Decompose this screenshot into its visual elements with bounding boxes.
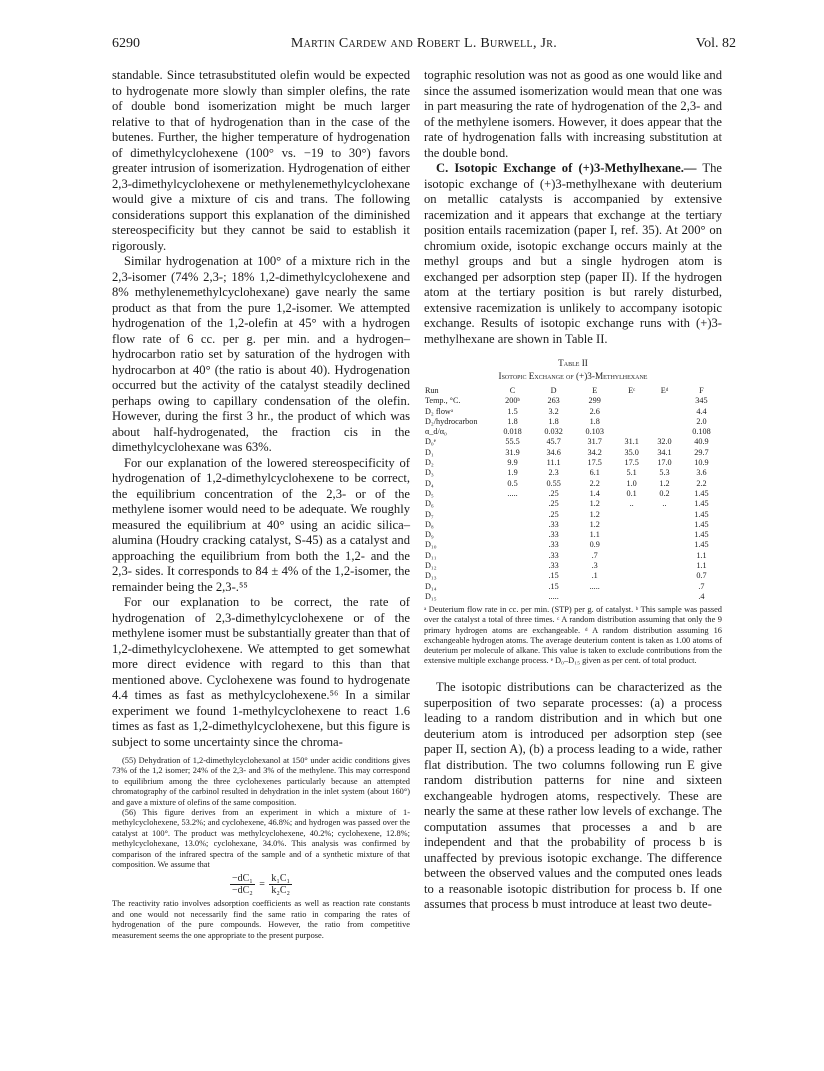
table-cell xyxy=(648,540,681,550)
table-cell: 345 xyxy=(695,396,708,406)
table-row xyxy=(424,499,722,509)
table-cell: .33 xyxy=(548,561,559,571)
paragraph: Similar hydrogenation at 100° of a mixture rich in the 2,3-isomer (74% 2,3-; 18% 1,2-dimethylcyclohexene and 8% methylenemethylcyclohexane) gave nearly the same product as that from the pure 1,2-isomer. We attempted hydrogenation of the 1,2-olefin at 45° with a hydrogen flow rate of 6 cc. per g. per min. and a hydrogen–hydrocarbon ratio set by saturation of the hydrogen with hydrocarbon at 40° (the ratio is about 40). Hydrogenation occurred but the activity of the catalyst steadily declined perhaps owing to capillary condensation of the olefin. However, during the first 3 hr., the product of which was about half-hydrogenated, the fraction cis in the dimethylcyclohexane was 63%. xyxy=(112,254,410,454)
table-footnotes: ᵃ Deuterium flow rate in cc. per min. (STP) per g. of catalyst. ᵇ This sample was passed over the catalyst a total of three times. ᶜ A random distribution assuming that only the 9 primary hydrogen atoms are exchangeable. ᵈ A random distribution assuming 16 exchangeable hydrogen atoms. The average deuterium content is taken as 1.00 atoms of deuterium per molecule of alkane. This value is taken to exclude contributions from the extensive multiple exchange process. ᵉ D₀–D₁₅ given as per cent. of total product. xyxy=(424,605,722,666)
row-label: D₁₄ xyxy=(425,581,437,591)
table-cell: .25 xyxy=(548,499,559,509)
table-cell xyxy=(615,592,648,602)
table-cell: .3 xyxy=(591,561,598,571)
table-cell: 0.032 xyxy=(544,427,563,437)
table-row xyxy=(424,417,722,427)
table-cell: 1.45 xyxy=(694,540,709,550)
footnote-56-continued: The reactivity ratio involves adsorption coefficients as well as reaction rate constants and one would not necessarily find the same ratio in comparing the rates of hydrogenation of the pure compounds. However, the ratio from competitive measurement seems the one appropriate to the present purpose. xyxy=(112,899,410,940)
table-row xyxy=(424,437,722,447)
table-cell: 6.1 xyxy=(589,468,600,478)
row-label: D₁₂ xyxy=(425,561,437,571)
table-cell xyxy=(648,427,681,437)
table-row xyxy=(424,468,722,478)
table-cell: 40.9 xyxy=(694,437,709,447)
table-cell: 1.4 xyxy=(589,488,600,498)
table-cell: 1.1 xyxy=(589,530,600,540)
row-label: D₀ᵉ xyxy=(425,437,436,447)
table-cell: 1.8 xyxy=(507,416,518,426)
table-cell: .. xyxy=(662,499,667,509)
row-label: D₉ xyxy=(425,530,434,540)
table-cell xyxy=(648,407,681,417)
table-header-cell: E xyxy=(592,386,598,395)
table-cell: 17.0 xyxy=(657,458,672,468)
table-cell: 2.2 xyxy=(696,478,707,488)
table-cell: 31.1 xyxy=(624,437,639,447)
table-cell: .33 xyxy=(548,530,559,540)
table-cell: 1.1 xyxy=(696,550,707,560)
table-cell: 2.3 xyxy=(548,468,559,478)
table-cell: 9.9 xyxy=(507,458,518,468)
left-column xyxy=(112,68,410,941)
table-cell: ..... xyxy=(548,591,559,601)
page-header xyxy=(112,36,736,58)
table-cell xyxy=(492,571,533,581)
table-cell: 4.4 xyxy=(696,406,707,416)
table-cell: ..... xyxy=(589,581,600,591)
table-row xyxy=(424,582,722,592)
table-row xyxy=(424,571,722,581)
row-label: D₁ xyxy=(425,447,434,457)
table-cell: 35.0 xyxy=(624,447,639,457)
equation-lhs: $\frac{\text{−dC₁}}{\text{−dC₂}}$ xyxy=(231,873,253,897)
table-header-cell: C xyxy=(509,386,516,395)
table-caption xyxy=(424,357,722,383)
row-label: D₁₁ xyxy=(425,550,437,560)
table-cell xyxy=(615,427,648,437)
table-cell: 1.45 xyxy=(694,488,709,498)
table-cell: 0.2 xyxy=(659,488,670,498)
table-cell xyxy=(492,499,533,509)
isotopic-exchange-table xyxy=(424,386,722,602)
table-cell: 5.1 xyxy=(626,468,637,478)
table-cell: 1.1 xyxy=(696,561,707,571)
table-row xyxy=(424,520,722,530)
table-cell: 2.0 xyxy=(696,416,707,426)
table-cell xyxy=(648,571,681,581)
table-cell: 1.0 xyxy=(626,478,637,488)
table-cell xyxy=(648,530,681,540)
table-cell: .1 xyxy=(591,571,598,581)
table-row xyxy=(424,479,722,489)
table-cell xyxy=(615,520,648,530)
row-label: D₄ xyxy=(425,478,434,488)
table-cell xyxy=(648,592,681,602)
table-row xyxy=(424,448,722,458)
row-label: Temp., °C. xyxy=(425,396,461,406)
table-cell: .33 xyxy=(548,540,559,550)
table-cell: .15 xyxy=(548,571,559,581)
table-row xyxy=(424,551,722,561)
table-cell: 34.6 xyxy=(546,447,561,457)
table-row xyxy=(424,592,722,602)
equation-rhs: $\frac{\text{k₁C₁}}{\text{k₂C₂}}$ xyxy=(271,873,291,897)
running-title: Martin Cardew and Robert L. Burwell, Jr. xyxy=(290,36,558,51)
table-cell: .15 xyxy=(548,581,559,591)
table-row xyxy=(424,510,722,520)
table-cell: 2.2 xyxy=(589,478,600,488)
table-cell: 3.2 xyxy=(548,406,559,416)
row-label: D₂ xyxy=(425,458,434,468)
table-cell: .33 xyxy=(548,550,559,560)
table-cell: 0.7 xyxy=(696,571,707,581)
table-cell: 263 xyxy=(547,396,560,406)
table-cell: 1.2 xyxy=(659,478,670,488)
footnotes xyxy=(112,756,410,941)
row-label: D₁₅ xyxy=(425,591,437,601)
table-cell xyxy=(615,417,648,427)
table-cell: 1.2 xyxy=(589,519,600,529)
row-label: D₁₃ xyxy=(425,571,437,581)
paragraph: For our explanation of the lowered stereospecificity of hydrogenation of 1,2-dimethylcyclohexene to be correct, the equilibrium concentration of the 2,3- or of the methylene isomer would need to be adequate. We roughly measured the equilibrium at 40° using an acidic silica–alumina (Houdry cracking catalyst, S-45) as a catalyst and approaching the equilibrium from both the 1,2- and the 2,3- sides. It corresponds to 84 ± 4% of the 1,2-isomer, the remainder being the 2,3-.⁵⁵ xyxy=(112,455,410,594)
table-header-cell: Eᶜ xyxy=(628,386,636,395)
table-cell: .4 xyxy=(698,591,705,601)
table-header-cell: F xyxy=(699,386,704,395)
volume-label: Vol. 82 xyxy=(695,36,736,51)
table-cell xyxy=(615,551,648,561)
table-row xyxy=(424,489,722,499)
table-cell xyxy=(615,510,648,520)
row-label: D₅ xyxy=(425,488,434,498)
table-cell xyxy=(492,551,533,561)
table-cell xyxy=(492,520,533,530)
paragraph: tographic resolution was not as good as one would like and since the assumed isomerization would mean that one was in part measuring the rate of hydrogenation of the 2,3- and of the methylene isomers. However, it does appear that the rate of hydrogenation falls with increasing substitution at the double bond. xyxy=(424,68,722,160)
table-header-cell: Eᵈ xyxy=(660,386,669,395)
page-number: 6290 xyxy=(112,36,140,51)
row-label: D₂ flowᵃ xyxy=(425,406,454,416)
table-cell xyxy=(574,592,615,602)
table-cell: 31.9 xyxy=(505,447,520,457)
row-label: D₈ xyxy=(425,519,434,529)
table-cell: .7 xyxy=(698,581,705,591)
table-header-cell: Run xyxy=(425,386,439,395)
table-cell: .25 xyxy=(548,488,559,498)
row-label: D₁₀ xyxy=(425,540,437,550)
table-cell: 1.9 xyxy=(507,468,518,478)
table-cell: 0.108 xyxy=(692,427,711,437)
table-cell: 11.1 xyxy=(546,458,561,468)
table-cell: 0.9 xyxy=(589,540,600,550)
table-cell xyxy=(615,396,648,406)
table-row xyxy=(424,396,722,406)
table-cell: 34.1 xyxy=(657,447,672,457)
table-cell: 34.2 xyxy=(587,447,602,457)
section-heading: C. Isotopic Exchange of (+)3-Methylhexane.— xyxy=(436,161,697,175)
table-cell: 1.45 xyxy=(694,530,709,540)
table-cell: 1.8 xyxy=(548,416,559,426)
paragraph: For our explanation to be correct, the rate of hydrogenation of 2,3-dimethylcyclohexene or of the methylene isomer must be substantially greater than that of 1,2-dimethylcyclohexene. We attempted to get somewhat more direct evidence with regard to this than that mentioned above. Cyclohexene was found to hydrogenate 4.4 times as fast as methylcyclohexene.⁵⁶ In a similar experiment we found 1-methylcyclohexene to react 1.6 times as fast as 1,2-dimethylcyclohexene, but this figure is subject to some uncertainty since the chroma- xyxy=(112,595,410,749)
table-cell xyxy=(492,561,533,571)
table-cell: .33 xyxy=(548,519,559,529)
table-cell: ..... xyxy=(507,488,518,498)
table-cell: 2.6 xyxy=(589,406,600,416)
row-label: D₃ xyxy=(425,468,434,478)
table-cell: 17.5 xyxy=(587,458,602,468)
footnote-55: (55) Dehydration of 1,2-dimethylcyclohexanol at 150° under acidic conditions gives 73% of the 1,2 isomer; 24% of the 2,3- and 3% of the methylene. This may correspond to equilibrium among the three cyclohexenes particularly because an attempted chromatography of the carbinol resulted in dehydration in the inlet system (about 160°) and gave a mixture of olefins of the same composition. xyxy=(112,756,410,807)
table-cell xyxy=(648,417,681,427)
table-cell: 1.2 xyxy=(589,499,600,509)
table-cell: 1.8 xyxy=(589,416,600,426)
table-cell xyxy=(648,510,681,520)
table-cell: 10.9 xyxy=(694,458,709,468)
table-cell xyxy=(615,571,648,581)
table-cell: .. xyxy=(629,499,634,509)
table-cell: 32.0 xyxy=(657,437,672,447)
table-cell: 0.103 xyxy=(585,427,604,437)
table-cell: 1.45 xyxy=(694,519,709,529)
table-row xyxy=(424,540,722,550)
table-cell xyxy=(492,530,533,540)
table-cell xyxy=(648,582,681,592)
row-label: D₇ xyxy=(425,509,434,519)
table-row xyxy=(424,530,722,540)
table-cell: 3.6 xyxy=(696,468,707,478)
table-cell xyxy=(615,530,648,540)
table-cell: 0.018 xyxy=(503,427,522,437)
row-label: α_d/α₀ xyxy=(425,427,447,437)
table-cell: .7 xyxy=(591,550,598,560)
right-column xyxy=(424,68,722,913)
table-header-cell: D xyxy=(550,386,557,395)
row-label: D₂/hydrocarbon xyxy=(425,416,478,426)
table-cell xyxy=(492,510,533,520)
table-row xyxy=(424,561,722,571)
table-cell xyxy=(492,540,533,550)
table-cell: 0.5 xyxy=(507,478,518,488)
table-cell: 31.7 xyxy=(587,437,602,447)
table-cell xyxy=(492,592,533,602)
table-cell: 1.5 xyxy=(507,406,518,416)
table-cell xyxy=(615,582,648,592)
table-cell xyxy=(492,582,533,592)
table-cell: 0.55 xyxy=(546,478,561,488)
table-cell: 1.45 xyxy=(694,509,709,519)
table-cell xyxy=(648,520,681,530)
table-number: Table II xyxy=(558,358,588,368)
table-header-row xyxy=(424,386,722,396)
table-cell xyxy=(615,407,648,417)
table-cell: 5.3 xyxy=(659,468,670,478)
table-cell: 299 xyxy=(588,396,601,406)
table-row xyxy=(424,407,722,417)
paragraph: standable. Since tetrasubstituted olefin would be expected to hydrogenate more slowly than simpler olefins, the rate of double bond isomerization might be much larger relative to that of hydrogenation than in the case of the butenes. Further, the higher temperature of hydrogenation of dimethylcyclohexene (100° vs. −19 to 30°) favors greater intrusion of isomerization. Hydrogenation of either 2,3-dimethylcyclohexene or methylenemethylcyclohexane would give a mixture of cis and trans. The following considerations support this explanation of the diminished stereospecificity but they cannot be said to establish it rigorously. xyxy=(112,68,410,253)
table-title: Isotopic Exchange of (+)3-Methylhexane xyxy=(498,371,648,381)
table-cell xyxy=(615,540,648,550)
table-cell: 0.1 xyxy=(626,488,637,498)
table-cell: 1.45 xyxy=(694,499,709,509)
table-cell: 1.2 xyxy=(589,509,600,519)
footnote-56: (56) This figure derives from an experiment in which a mixture of 1-methylcyclohexene, 53.2%; and cyclohexene, 46.8%; and hydrogen was passed over the catalyst at 100°. The product was methylcyclohexene, 40.2%; cyclohexene, 12.8%; methylcyclohexane, 13.0%; cyclohexane, 34.0%. This analysis was confirmed by comparison of the infrared spectra of the sample and of a synthetic mixture of that composition. We assume that xyxy=(112,808,410,870)
table-cell xyxy=(648,551,681,561)
table-cell xyxy=(615,561,648,571)
table-cell xyxy=(648,561,681,571)
row-label: D₆ xyxy=(425,499,434,509)
table-cell: .25 xyxy=(548,509,559,519)
table-cell: 17.5 xyxy=(624,458,639,468)
table-cell: 200ᵇ xyxy=(505,396,520,406)
equals-sign: = xyxy=(259,879,265,891)
paragraph: The isotopic distributions can be characterized as the superposition of two separate processes: (a) a process leading to a random distribution and in which but one deuterium atom is introduced per adsorption step (see paper II, section A), (b) a process leading to a wide, rather flat distribution. The two columns following run E give random distribution patterns for nine and sixteen exchangeable hydrogen atoms, respectively. These are nearly the same at these rather low levels of exchange. The computation assumes that processes a and b are independent and that the probability of process b is unaffected by previous isotopic exchange. The difference between the observed values and the computed ones leads to a reasonable isotopic distribution for process b. If one assumes that process b must introduce at least two deute- xyxy=(424,680,722,912)
rate-equation xyxy=(112,873,410,896)
table-row xyxy=(424,427,722,437)
table-cell xyxy=(648,396,681,406)
table-cell: 55.5 xyxy=(505,437,520,447)
table-cell: 45.7 xyxy=(546,437,561,447)
table-cell: 29.7 xyxy=(694,447,709,457)
table-row xyxy=(424,458,722,468)
paragraph-section-c: C. Isotopic Exchange of (+)3-Methylhexane.— The isotopic exchange of (+)3-methylhexane with deuterium on metallic catalysts is accompanied by extensive racemization and it appears that exchange at the tertiary position entails racemization (paper I, ref. 35). At 200° on chromium oxide, isotopic exchange occurs mainly at the methyl groups and but a single hydrogen atom is exchanged per adsorption step (paper II). If the hydrogen atom at the tertiary position is but rarely disturbed, extensive racemization is unlikely to accompany isotopic exchange. Results of isotopic exchange runs with (+)3-methylhexane are shown in Table II. xyxy=(424,161,723,346)
